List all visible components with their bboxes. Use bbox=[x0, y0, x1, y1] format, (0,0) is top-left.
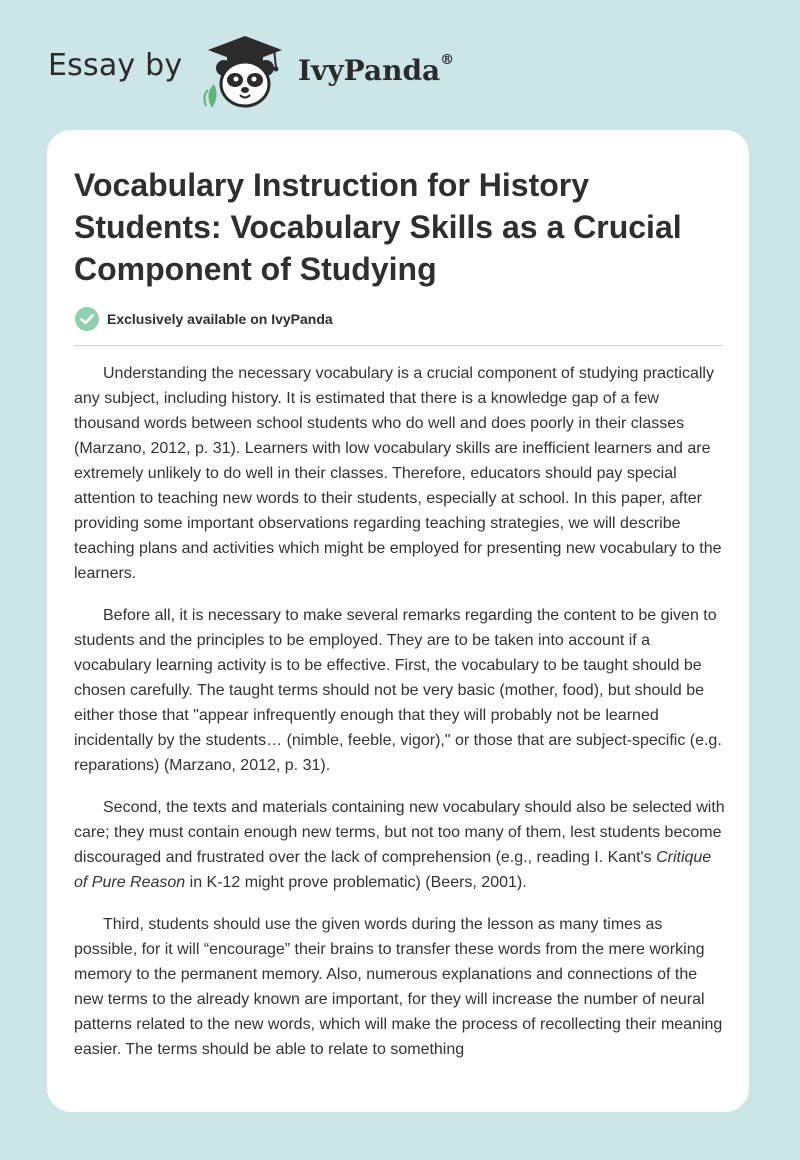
brand-name: IvyPanda bbox=[298, 54, 441, 87]
paragraph: Third, students should use the given words during the lesson as many times as possible, for it will “encourage” their brains to transfer these words from the mere working memory to the permanent memory. Also, numerous explanations and connections of the new terms to the already known are important, for they will increase the number of neural patterns related to the new words, which will make the process of recollecting their meaning easier. The terms should be able to relate to something bbox=[74, 916, 723, 1058]
paragraph-text: Second, the texts and materials containing new vocabulary should also be selected with care; they must contain enough new terms, but not too many of them, lest students become discouraged and frustrated over the lack of comprehension (e.g., reading I. Kant's bbox=[74, 799, 725, 866]
registered-mark: ® bbox=[440, 52, 455, 68]
check-circle-icon bbox=[74, 306, 100, 332]
essay-by-label: Essay by bbox=[48, 48, 183, 83]
book-title: Critique of Pure Reason bbox=[74, 849, 712, 891]
ivypanda-brand[interactable] bbox=[298, 54, 454, 87]
exclusive-badge bbox=[74, 306, 333, 332]
paragraph-text: in K-12 might prove problematic) (Beers, 2001). bbox=[185, 874, 527, 891]
paragraph bbox=[74, 795, 726, 895]
essay-body bbox=[74, 361, 726, 1079]
exclusive-label: Exclusively available on IvyPanda bbox=[107, 311, 333, 327]
page-title: Vocabulary Instruction for History Students: Vocabulary Skills as a Crucial Component of Studying bbox=[74, 167, 682, 287]
paragraph: Before all, it is necessary to make several remarks regarding the content to be given to students and the principles to be employed. They are to be taken into account if a vocabulary learning activity is to be effective. First, the vocabulary to be taught should be chosen carefully. The taught terms should not be very basic (mother, food), but should be either those that "appear infrequently enough that they will probably not be learned incidentally by the students… (nimble, feeble, vigor)," or those that are subject-specific (e.g. reparations) (Marzano, 2012, p. 31). bbox=[74, 607, 722, 774]
essay-card bbox=[47, 130, 749, 1112]
paragraph: Understanding the necessary vocabulary is a crucial component of studying practically any subject, including history. It is estimated that there is a knowledge gap of a few thousand words between school students who do well and does poorly in their classes (Marzano, 2012, p. 31). Learners with low vocabulary skills are inefficient learners and are extremely unlikely to do well in their classes. Therefore, educators should pay special attention to teaching new words to their students, especially at school. In this paper, after providing some important observations regarding teaching strategies, we will describe teaching plans and activities which might be employed for presenting new vocabulary to the learners. bbox=[74, 365, 722, 582]
divider bbox=[74, 345, 723, 346]
panda-logo-icon[interactable] bbox=[200, 34, 290, 110]
site-header bbox=[48, 34, 528, 110]
